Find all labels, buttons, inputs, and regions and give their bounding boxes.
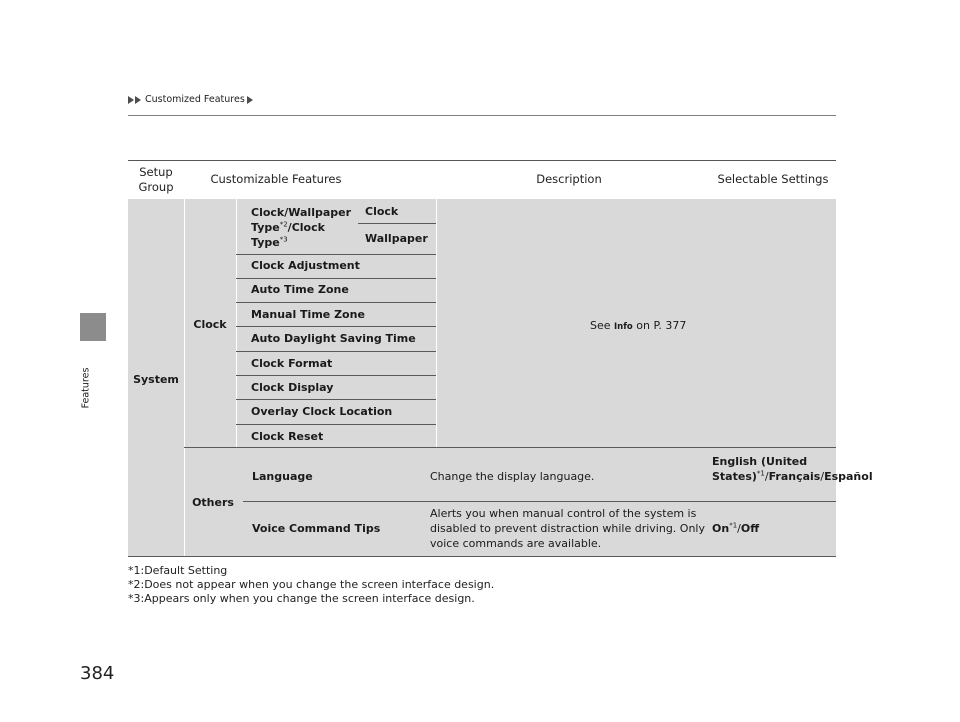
feature-clock-reset: Clock Reset: [251, 430, 324, 443]
page-number: 384: [80, 663, 115, 684]
feature-language: Language: [252, 470, 313, 483]
breadcrumb-label: Customized Features: [145, 94, 245, 105]
header-customizable-features: Customizable Features: [210, 172, 342, 186]
row-rule: [236, 302, 436, 303]
feature-clock-adjustment: Clock Adjustment: [251, 259, 360, 272]
row-rule: [243, 501, 836, 502]
header-setup-group: Setup Group: [138, 164, 174, 194]
separator: [436, 199, 437, 447]
customizable-features-table: [128, 160, 873, 557]
header-selectable-settings: Selectable Settings: [717, 172, 829, 186]
triangle-right-icon: [128, 96, 134, 104]
subgroup-clock: Clock: [193, 318, 227, 331]
header-rule: [128, 115, 836, 116]
row-rule: [184, 447, 836, 448]
clock-description: See Info on P. 377: [590, 319, 687, 332]
info-reference: Info: [614, 322, 633, 332]
row-rule: [236, 399, 436, 400]
feature-clock: Clock: [365, 205, 399, 218]
feature-clock-wallpaper-type: Clock/Wallpaper Type$^{*2}$/Clock Type$^{*3}$: [251, 206, 352, 249]
feature-clock-format: Clock Format: [251, 357, 333, 370]
row-rule: [236, 424, 436, 425]
separator: [236, 199, 237, 447]
row-rule: [236, 375, 436, 376]
side-tab-marker: [80, 313, 106, 341]
footnote: *2:Does not appear when you change the screen interface design.: [128, 578, 495, 591]
header-description: Description: [536, 172, 602, 186]
row-rule: [236, 254, 436, 255]
footnote: *1:Default Setting: [128, 564, 228, 577]
footnotes: [128, 564, 494, 606]
row-rule: [358, 223, 436, 224]
table-bottom-rule: [128, 556, 836, 557]
feature-voice-command-tips: Voice Command Tips: [252, 522, 381, 535]
row-rule: [236, 278, 436, 279]
footnote: *3:Appears only when you change the screen interface design.: [128, 592, 475, 605]
triangle-right-icon: [247, 96, 253, 104]
voice-tips-description: Alerts you when manual control of the system is disabled to prevent distraction while driving. Only voice commands are available.: [430, 507, 705, 550]
feature-auto-time-zone: Auto Time Zone: [251, 283, 349, 296]
feature-overlay-clock-location: Overlay Clock Location: [251, 405, 393, 418]
side-tab-label: Features: [80, 367, 92, 409]
feature-wallpaper: Wallpaper: [365, 232, 428, 245]
feature-auto-daylight-saving-time: Auto Daylight Saving Time: [251, 332, 416, 345]
triangle-right-icon: [135, 96, 141, 104]
row-rule: [236, 351, 436, 352]
language-description: Change the display language.: [430, 470, 595, 483]
language-settings: English (United States)$^{*1}$/Français/Español: [712, 455, 873, 483]
group-system: System: [133, 373, 179, 386]
separator: [837, 199, 838, 447]
feature-manual-time-zone: Manual Time Zone: [251, 308, 365, 321]
feature-clock-display: Clock Display: [251, 381, 334, 394]
table-body: [128, 199, 873, 557]
row-rule: [236, 326, 436, 327]
breadcrumb: [128, 94, 254, 105]
subgroup-others: Others: [192, 496, 234, 509]
voice-tips-settings: On$^{*1}$/Off: [712, 521, 760, 535]
